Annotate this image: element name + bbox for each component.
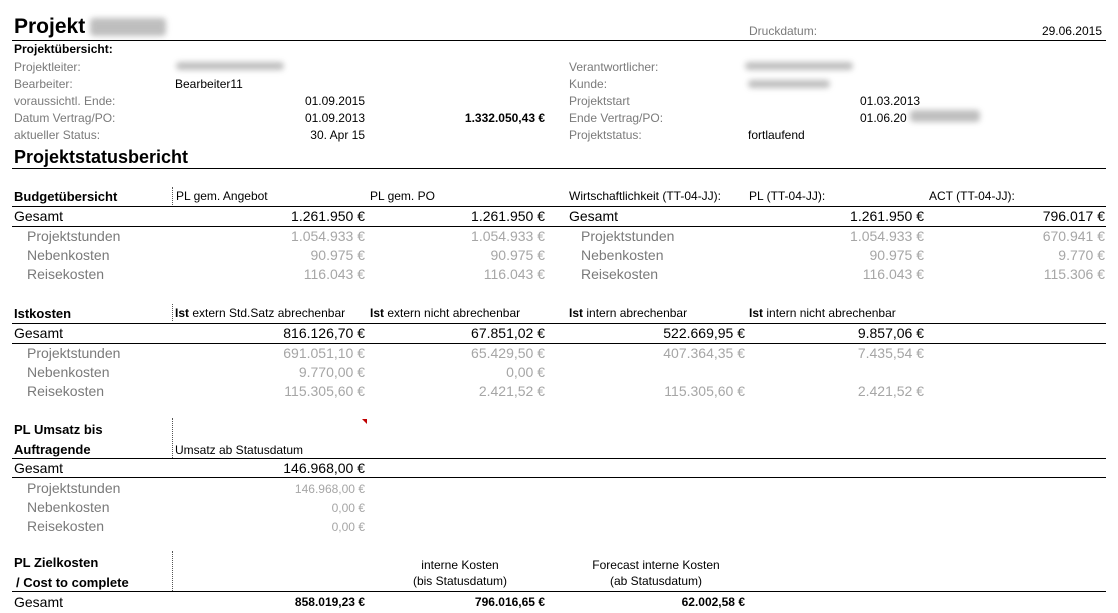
project-status-label: Projektstatus:: [569, 128, 642, 142]
project-lead-label: Projektleiter:: [14, 60, 81, 74]
revenue-heading-line1: PL Umsatz bis: [14, 422, 103, 437]
revenue-cell: 146.968,00 €: [283, 460, 365, 476]
budget-total-divider: [12, 226, 1106, 227]
budget-col-offer: PL gem. Angebot: [176, 189, 268, 203]
redacted-project-lead: [176, 62, 284, 70]
actual-cell: 407.364,35 €: [663, 345, 745, 361]
target-column-divider: [172, 551, 174, 591]
revenue-total-divider: [12, 477, 1106, 478]
actual-cell: 2.421,52 €: [478, 383, 545, 399]
actual-cell: 522.669,95 €: [663, 325, 745, 341]
target-heading-line1: PL Zielkosten: [14, 555, 99, 570]
contract-end-label: Ende Vertrag/PO:: [569, 111, 664, 125]
contract-date-label: Datum Vertrag/PO:: [14, 111, 116, 125]
actual-col-2: Ist extern nicht abrechenbar: [370, 306, 521, 320]
budget-cell: 90.975 €: [869, 247, 924, 263]
project-start-value: 01.03.2013: [860, 94, 921, 108]
budget-cell: 1.054.933 €: [291, 228, 365, 244]
target-heading-line2: / Cost to complete: [16, 575, 129, 590]
report-title-divider: [12, 168, 1106, 169]
actual-col-3: Ist intern abrechenbar: [569, 306, 688, 320]
budget-total-po: 1.261.950 €: [471, 208, 545, 224]
customer-label: Kunde:: [569, 77, 608, 91]
actual-header-divider: [12, 323, 1106, 324]
actual-column-divider: [172, 304, 174, 321]
target-header-divider: [12, 591, 1106, 592]
target-total-label: Gesamt: [14, 594, 64, 610]
budget-col-economy: Wirtschaftlichkeit (TT-04-JJ):: [569, 189, 722, 203]
editor-label: Bearbeiter:: [14, 77, 73, 91]
revenue-row-label: Gesamt: [14, 460, 64, 476]
actual-total-divider: [12, 343, 1106, 344]
budget-row-label: Nebenkosten: [27, 247, 110, 263]
expected-end-value: 01.09.2015: [304, 94, 365, 108]
redacted-contract-end: [910, 110, 980, 122]
budget-cell: 116.043 €: [303, 266, 365, 282]
target-col-3-line2: (ab Statusdatum): [609, 574, 703, 588]
actual-cell: 9.770,00 €: [298, 364, 365, 380]
responsible-label: Verantwortlicher:: [569, 60, 659, 74]
actual-cell: 691.051,10 €: [283, 345, 365, 361]
budget-cell: 670.941 €: [1042, 228, 1105, 244]
actual-cell: 2.421,52 €: [857, 383, 924, 399]
project-status-value: fortlaufend: [748, 128, 805, 142]
budget-col-pl: PL (TT-04-JJ):: [749, 189, 826, 203]
target-total-value-1: 858.019,23 €: [294, 595, 365, 609]
redacted-customer: [748, 80, 830, 88]
revenue-row-label: Nebenkosten: [27, 499, 110, 515]
revenue-heading-line2: Auftragende: [14, 442, 91, 457]
budget-cell: 115.306 €: [1043, 266, 1105, 282]
budget-total-offer: 1.261.950 €: [291, 208, 365, 224]
budget-column-divider: [172, 187, 174, 205]
budget-cell: 90.975 €: [310, 247, 365, 263]
actual-cell: 9.857,06 €: [857, 325, 924, 341]
target-col-2-line2: (bis Statusdatum): [412, 574, 508, 588]
actual-cell: 115.305,60 €: [664, 383, 745, 399]
actual-cell: 67.851,02 €: [471, 325, 545, 341]
budget-cell: 116.043 €: [483, 266, 545, 282]
revenue-column-divider: [172, 418, 174, 458]
contract-end-value: 01.06.20: [860, 111, 907, 125]
actual-row-label: Gesamt: [14, 325, 64, 341]
budget-total-act: 796.017 €: [1042, 208, 1105, 224]
target-total-value-3: 62.002,58 €: [681, 595, 745, 609]
budget-row-label2: Projektstunden: [581, 228, 675, 244]
contract-amount: 1.332.050,43 €: [464, 111, 545, 125]
budget-cell: 9.770 €: [1058, 247, 1105, 263]
revenue-header-divider: [12, 458, 1106, 459]
revenue-cell: 146.968,00 €: [294, 482, 365, 496]
budget-row-label: Gesamt: [14, 208, 64, 224]
status-label: aktueller Status:: [14, 128, 101, 142]
contract-date-value: 01.09.2013: [304, 111, 365, 125]
target-col-2-line1: interne Kosten: [421, 558, 499, 572]
actual-row-label: Nebenkosten: [27, 364, 110, 380]
budget-total-pl: 1.261.950 €: [850, 208, 924, 224]
actual-col-4: Ist intern nicht abrechenbar: [749, 306, 896, 320]
actual-cell: 0,00 €: [506, 364, 545, 380]
header-divider: [12, 40, 1106, 41]
redacted-project-name: [90, 18, 166, 36]
project-start-label: Projektstart: [569, 94, 630, 108]
status-value: 30. Apr 15: [310, 128, 365, 142]
print-date-label: Druckdatum:: [749, 24, 818, 38]
actual-heading: Istkosten: [14, 306, 72, 321]
revenue-col-1: Umsatz ab Statusdatum: [175, 443, 304, 457]
report-title: Projektstatusbericht: [14, 147, 189, 167]
actual-row-label: Projektstunden: [27, 345, 121, 361]
overview-heading: Projektübersicht:: [14, 42, 113, 56]
target-col-3-line1: Forecast interne Kosten: [592, 558, 720, 572]
budget-header-divider: [12, 206, 1106, 207]
budget-row-label2: Gesamt: [569, 208, 619, 224]
revenue-row-label: Projektstunden: [27, 480, 121, 496]
print-date-value: 29.06.2015: [1041, 24, 1102, 38]
target-total-value-2: 796.016,65 €: [474, 595, 545, 609]
revenue-cell: 0,00 €: [331, 520, 365, 534]
budget-row-label: Reisekosten: [27, 266, 105, 282]
redacted-responsible: [745, 62, 853, 70]
budget-col-act: ACT (TT-04-JJ):: [929, 189, 1015, 203]
actual-cell: 7.435,54 €: [857, 345, 924, 361]
budget-cell: 90.975 €: [490, 247, 545, 263]
budget-col-po: PL gem. PO: [370, 189, 435, 203]
budget-cell: 1.054.933 €: [471, 228, 545, 244]
budget-cell: 116.043 €: [862, 266, 924, 282]
budget-row-label2: Nebenkosten: [581, 247, 664, 263]
budget-cell: 1.054.933 €: [850, 228, 924, 244]
actual-cell: 115.305,60 €: [284, 383, 365, 399]
project-title: Projekt: [14, 15, 86, 38]
actual-cell: 65.429,50 €: [471, 345, 545, 361]
actual-cell: 816.126,70 €: [283, 325, 365, 341]
expected-end-label: voraussichtl. Ende:: [14, 94, 116, 108]
editor-value: Bearbeiter11: [175, 77, 243, 91]
revenue-cell: 0,00 €: [331, 501, 365, 515]
actual-col-1: Ist extern Std.Satz abrechenbar: [175, 306, 346, 320]
budget-row-label: Projektstunden: [27, 228, 121, 244]
comment-marker-icon[interactable]: [362, 419, 367, 424]
budget-heading: Budgetübersicht: [14, 189, 118, 204]
budget-row-label2: Reisekosten: [581, 266, 659, 282]
revenue-row-label: Reisekosten: [27, 518, 105, 534]
actual-row-label: Reisekosten: [27, 383, 105, 399]
